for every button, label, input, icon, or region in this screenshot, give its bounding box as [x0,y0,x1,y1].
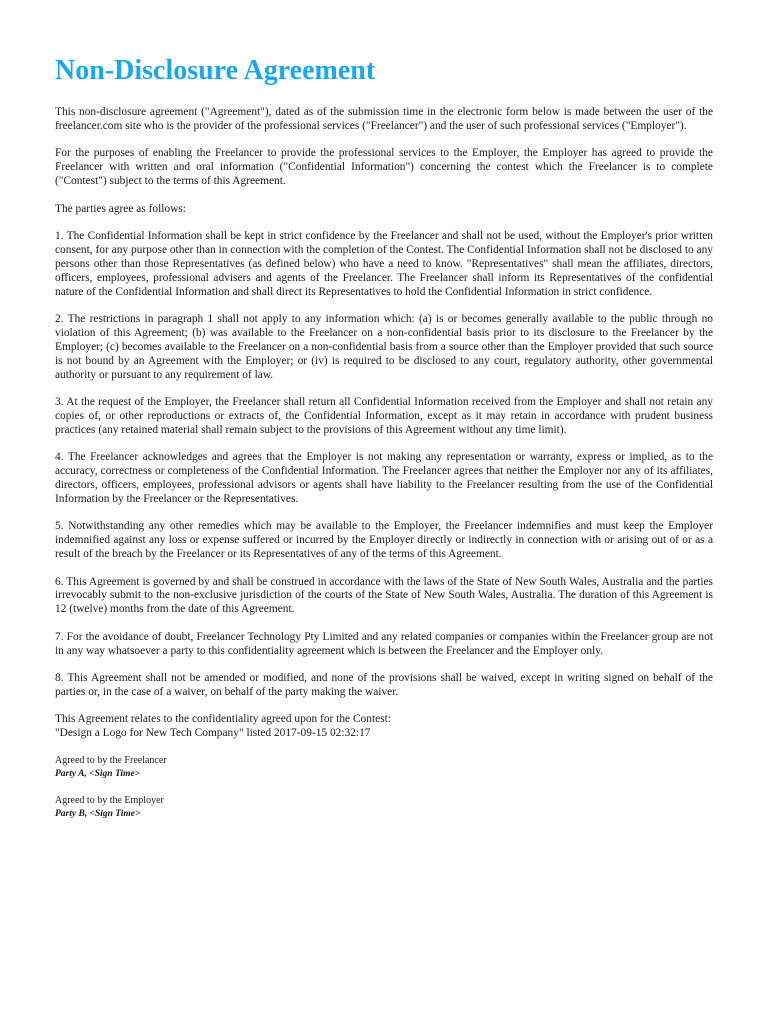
clause-3: 3. At the request of the Employer, the Freelancer shall return all Confidential Information received from the Employer and shall not retain any copies of, or other reproductions or extracts of, the Confidential Information, except as it may retain in accordance with prudent business practices (any retained material shall remain subject to the provisions of this Agreement without any time limit). [55,396,713,436]
paragraph-parties-agree: The parties agree as follows: [55,202,186,215]
signature-label: Agreed to by the Freelancer [55,755,167,767]
contest-reference [55,713,713,741]
clause-2: 2. The restrictions in paragraph 1 shall not apply to any information which: (a) is or becomes generally available to the public through no violation of this Agreement; (b) was available to the Freelancer on a non-confidential basis prior to its disclosure to the Freelancer by the Employer; (c) becomes available to the Freelancer on a non-confidential basis from a source other than the Employer provided that such source is not bound by an Agreement with the Employer; or (iv) is required to be disclosed to any court, regulatory authority, other governmental authority or pursuant to any requirement of law. [55,312,713,381]
signature-party: Party A, <Sign Time> [55,768,141,779]
signature-employer [55,795,713,820]
clause-5: 5. Notwithstanding any other remedies which may be available to the Employer, the Freelancer indemnifies and must keep the Employer indemnified against any loss or expense suffered or incurred by the Employer directly or indirectly in connection with or arising out of or as a result of the breach by the Freelancer or its Representatives of any of the terms of this Agreement. [55,520,713,561]
clause-6: 6. This Agreement is governed by and shall be construed in accordance with the laws of the State of New South Wales, Australia and the parties irrevocably submit to the non-exclusive jurisdiction of the courts of the State of New South Wales, Australia. The duration of this Agreement is 12 (twelve) months from the date of this Agreement. [55,575,713,616]
contest-intro: This Agreement relates to the confidentiality agreed upon for the Contest: [55,713,391,726]
contest-line: "Design a Logo for New Tech Company" listed 2017-09-15 02:32:17 [55,727,371,740]
paragraph-purpose: For the purposes of enabling the Freelancer to provide the professional services to the Employer, the Employer has agreed to provide the Freelancer with written and oral information ("Confidential Information") concerning the contest which the Freelancer is to complete ("Contest") subject to the terms of this Agreement. [55,147,713,188]
signature-label: Agreed to by the Employer [55,795,164,807]
clause-4: 4. The Freelancer acknowledges and agrees that the Employer is not making any representation or warranty, express or implied, as to the accuracy, correctness or completeness of the Confidential Information. The Freelancer agrees that neither the Employer nor any of its affiliates, directors, officers, employees, professional advisors or agents shall have liability to the Freelancer resulting from the use of the Confidential Information by the Freelancer or the Representatives. [55,451,713,505]
clause-8: 8. This Agreement shall not be amended or modified, and none of the provisions shall be waived, except in writing signed on behalf of the parties or, in the case of a waiver, on behalf of the party making the waiver. [55,672,713,698]
clause-1: 1. The Confidential Information shall be kept in strict confidence by the Freelancer and shall not be used, without the Employer's prior written consent, for any purpose other than in connection with the completion of the Contest. The Confidential Information shall not be disclosed to any persons other than those Representatives (as defined below) who have a need to know. "Representatives" shall mean the affiliates, directors, officers, employees, professional advisers and agents of the Freelancer. The Freelancer shall inform its Representatives of the confidential nature of the Confidential Information and shall direct its Representatives to hold the Confidential Information in strict confidence. [55,229,713,298]
clause-7: 7. For the avoidance of doubt, Freelancer Technology Pty Limited and any related companies or companies within the Freelancer group are not in any way whatsoever a party to this confidentiality agreement which is between the Freelancer and the Employer only. [55,630,713,657]
page-title: Non-Disclosure Agreement [55,55,376,86]
signature-party: Party B, <Sign Time> [55,808,141,819]
paragraph-intro: This non-disclosure agreement ("Agreement"), dated as of the submission time in the electronic form below is made between the user of the freelancer.com site who is the provider of the professional services ("Freelancer") and the user of such professional services ("Employer"). [55,106,713,132]
signature-freelancer [55,755,713,780]
